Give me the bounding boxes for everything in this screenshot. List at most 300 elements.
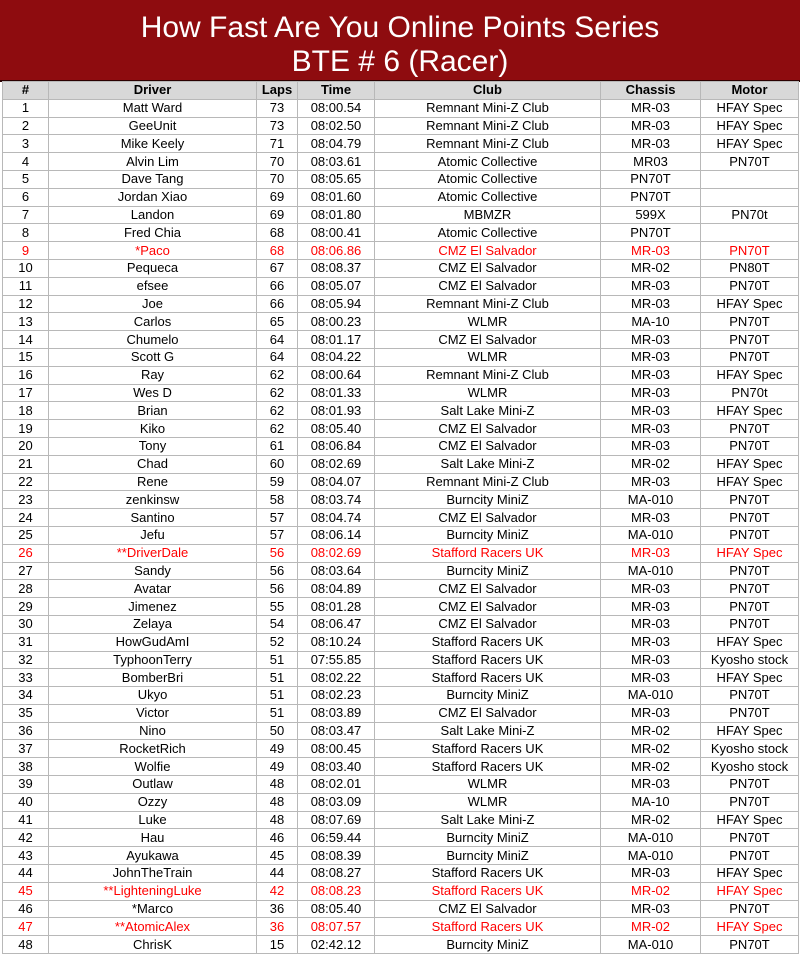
cell-motor: PN70T: [701, 598, 799, 616]
cell-laps: 64: [257, 348, 298, 366]
cell-pos: 6: [3, 188, 49, 206]
cell-driver: Fred Chia: [49, 224, 257, 242]
cell-motor: PN70T: [701, 526, 799, 544]
cell-driver: Tony: [49, 437, 257, 455]
cell-time: 08:06.84: [298, 437, 375, 455]
cell-laps: 62: [257, 420, 298, 438]
cell-motor: PN70T: [701, 793, 799, 811]
cell-motor: HFAY Spec: [701, 811, 799, 829]
cell-motor: HFAY Spec: [701, 402, 799, 420]
cell-pos: 20: [3, 437, 49, 455]
table-row: [3, 242, 799, 260]
cell-time: 08:01.60: [298, 188, 375, 206]
table-row: [3, 473, 799, 491]
cell-laps: 52: [257, 633, 298, 651]
cell-pos: 8: [3, 224, 49, 242]
cell-pos: 2: [3, 117, 49, 135]
header-row: [3, 82, 799, 100]
cell-chassis: MR-03: [601, 99, 701, 117]
cell-laps: 48: [257, 776, 298, 794]
cell-chassis: MR-03: [601, 242, 701, 260]
cell-time: 08:06.14: [298, 526, 375, 544]
cell-club: Burncity MiniZ: [375, 829, 601, 847]
cell-pos: 35: [3, 704, 49, 722]
cell-pos: 27: [3, 562, 49, 580]
table-row: [3, 829, 799, 847]
cell-pos: 11: [3, 277, 49, 295]
table-row: [3, 900, 799, 918]
cell-club: CMZ El Salvador: [375, 331, 601, 349]
cell-time: 08:05.40: [298, 420, 375, 438]
cell-driver: Nino: [49, 722, 257, 740]
cell-chassis: MR-03: [601, 420, 701, 438]
cell-pos: 21: [3, 455, 49, 473]
cell-chassis: PN70T: [601, 188, 701, 206]
cell-driver: HowGudAmI: [49, 633, 257, 651]
cell-laps: 65: [257, 313, 298, 331]
cell-laps: 62: [257, 402, 298, 420]
table-row: [3, 651, 799, 669]
cell-driver: Landon: [49, 206, 257, 224]
table-row: [3, 544, 799, 562]
cell-club: Stafford Racers UK: [375, 740, 601, 758]
cell-club: CMZ El Salvador: [375, 615, 601, 633]
cell-pos: 16: [3, 366, 49, 384]
cell-time: 08:00.54: [298, 99, 375, 117]
cell-driver: Santino: [49, 509, 257, 527]
cell-motor: PN70T: [701, 580, 799, 598]
cell-chassis: MR-03: [601, 509, 701, 527]
table-row: [3, 420, 799, 438]
cell-driver: Scott G: [49, 348, 257, 366]
cell-time: 08:02.23: [298, 687, 375, 705]
cell-pos: 46: [3, 900, 49, 918]
cell-motor: PN70T: [701, 277, 799, 295]
cell-driver: Wes D: [49, 384, 257, 402]
cell-club: Remnant Mini-Z Club: [375, 99, 601, 117]
cell-pos: 22: [3, 473, 49, 491]
cell-motor: HFAY Spec: [701, 366, 799, 384]
cell-chassis: PN70T: [601, 224, 701, 242]
results-body: [3, 99, 799, 953]
table-row: [3, 135, 799, 153]
cell-club: CMZ El Salvador: [375, 580, 601, 598]
cell-club: WLMR: [375, 348, 601, 366]
cell-driver: Jordan Xiao: [49, 188, 257, 206]
cell-pos: 7: [3, 206, 49, 224]
cell-pos: 44: [3, 865, 49, 883]
cell-laps: 36: [257, 918, 298, 936]
table-row: [3, 170, 799, 188]
cell-time: 08:05.94: [298, 295, 375, 313]
cell-motor: HFAY Spec: [701, 918, 799, 936]
cell-driver: *Paco: [49, 242, 257, 260]
cell-club: CMZ El Salvador: [375, 437, 601, 455]
cell-laps: 66: [257, 295, 298, 313]
cell-time: 08:08.37: [298, 259, 375, 277]
cell-laps: 46: [257, 829, 298, 847]
cell-club: Stafford Racers UK: [375, 918, 601, 936]
table-row: [3, 259, 799, 277]
table-row: [3, 366, 799, 384]
cell-time: 08:06.86: [298, 242, 375, 260]
cell-club: Stafford Racers UK: [375, 882, 601, 900]
cell-pos: 39: [3, 776, 49, 794]
cell-pos: 24: [3, 509, 49, 527]
cell-motor: PN70T: [701, 313, 799, 331]
cell-pos: 19: [3, 420, 49, 438]
table-row: [3, 99, 799, 117]
cell-laps: 62: [257, 384, 298, 402]
cell-pos: 48: [3, 936, 49, 954]
cell-driver: efsee: [49, 277, 257, 295]
cell-chassis: MR-02: [601, 758, 701, 776]
cell-laps: 66: [257, 277, 298, 295]
cell-pos: 42: [3, 829, 49, 847]
table-row: [3, 687, 799, 705]
cell-club: Remnant Mini-Z Club: [375, 295, 601, 313]
cell-motor: PN70T: [701, 437, 799, 455]
cell-motor: PN70T: [701, 562, 799, 580]
cell-laps: 57: [257, 526, 298, 544]
cell-motor: PN70t: [701, 206, 799, 224]
cell-club: WLMR: [375, 793, 601, 811]
table-row: [3, 580, 799, 598]
cell-pos: 18: [3, 402, 49, 420]
table-row: [3, 793, 799, 811]
cell-pos: 28: [3, 580, 49, 598]
cell-club: Remnant Mini-Z Club: [375, 366, 601, 384]
cell-time: 08:02.69: [298, 455, 375, 473]
cell-club: WLMR: [375, 776, 601, 794]
cell-club: Stafford Racers UK: [375, 669, 601, 687]
cell-pos: 37: [3, 740, 49, 758]
cell-motor: PN70T: [701, 704, 799, 722]
cell-driver: Ayukawa: [49, 847, 257, 865]
cell-laps: 62: [257, 366, 298, 384]
cell-club: Salt Lake Mini-Z: [375, 402, 601, 420]
table-row: [3, 740, 799, 758]
cell-time: 08:05.07: [298, 277, 375, 295]
table-row: [3, 865, 799, 883]
cell-laps: 36: [257, 900, 298, 918]
cell-time: 08:04.22: [298, 348, 375, 366]
cell-time: 08:02.22: [298, 669, 375, 687]
cell-motor: PN70T: [701, 687, 799, 705]
cell-time: 08:07.69: [298, 811, 375, 829]
col-header-driver: Driver: [49, 82, 257, 100]
cell-pos: 26: [3, 544, 49, 562]
cell-pos: 33: [3, 669, 49, 687]
cell-laps: 48: [257, 811, 298, 829]
cell-driver: Jimenez: [49, 598, 257, 616]
cell-driver: Dave Tang: [49, 170, 257, 188]
cell-motor: PN70T: [701, 348, 799, 366]
cell-motor: [701, 188, 799, 206]
cell-laps: 70: [257, 170, 298, 188]
cell-time: 08:00.41: [298, 224, 375, 242]
table-row: [3, 384, 799, 402]
table-row: [3, 882, 799, 900]
cell-pos: 4: [3, 153, 49, 171]
page-subtitle: BTE # 6 (Racer): [291, 45, 509, 78]
cell-pos: 12: [3, 295, 49, 313]
cell-chassis: MR-03: [601, 633, 701, 651]
cell-time: 02:42.12: [298, 936, 375, 954]
cell-chassis: MR-03: [601, 135, 701, 153]
cell-time: 07:55.85: [298, 651, 375, 669]
cell-pos: 1: [3, 99, 49, 117]
cell-club: Stafford Racers UK: [375, 651, 601, 669]
cell-laps: 45: [257, 847, 298, 865]
cell-club: Burncity MiniZ: [375, 936, 601, 954]
table-row: [3, 437, 799, 455]
cell-pos: 13: [3, 313, 49, 331]
cell-motor: PN70T: [701, 776, 799, 794]
cell-club: Remnant Mini-Z Club: [375, 135, 601, 153]
table-row: [3, 509, 799, 527]
cell-motor: PN70T: [701, 936, 799, 954]
cell-club: WLMR: [375, 384, 601, 402]
cell-driver: Chumelo: [49, 331, 257, 349]
cell-club: CMZ El Salvador: [375, 509, 601, 527]
cell-chassis: MR-02: [601, 740, 701, 758]
cell-club: CMZ El Salvador: [375, 259, 601, 277]
table-row: [3, 224, 799, 242]
table-row: [3, 188, 799, 206]
cell-driver: Sandy: [49, 562, 257, 580]
cell-motor: PN70T: [701, 829, 799, 847]
cell-chassis: MR-03: [601, 900, 701, 918]
page-title: How Fast Are You Online Points Series: [140, 11, 660, 44]
cell-time: 08:00.23: [298, 313, 375, 331]
cell-laps: 56: [257, 544, 298, 562]
cell-driver: Avatar: [49, 580, 257, 598]
cell-laps: 51: [257, 687, 298, 705]
cell-laps: 67: [257, 259, 298, 277]
cell-motor: Kyosho stock: [701, 651, 799, 669]
cell-club: Burncity MiniZ: [375, 491, 601, 509]
cell-time: 08:10.24: [298, 633, 375, 651]
cell-chassis: MA-010: [601, 491, 701, 509]
cell-laps: 15: [257, 936, 298, 954]
cell-laps: 56: [257, 580, 298, 598]
cell-laps: 64: [257, 331, 298, 349]
cell-laps: 69: [257, 188, 298, 206]
cell-club: Stafford Racers UK: [375, 758, 601, 776]
cell-chassis: MR-03: [601, 651, 701, 669]
cell-pos: 17: [3, 384, 49, 402]
cell-driver: Pequeca: [49, 259, 257, 277]
cell-driver: Zelaya: [49, 615, 257, 633]
col-header-pos: #: [3, 82, 49, 100]
table-row: [3, 758, 799, 776]
cell-driver: Brian: [49, 402, 257, 420]
cell-motor: HFAY Spec: [701, 544, 799, 562]
cell-club: WLMR: [375, 313, 601, 331]
cell-motor: PN70T: [701, 491, 799, 509]
table-row: [3, 295, 799, 313]
cell-chassis: MR-02: [601, 882, 701, 900]
cell-club: Remnant Mini-Z Club: [375, 117, 601, 135]
cell-motor: HFAY Spec: [701, 633, 799, 651]
cell-club: Remnant Mini-Z Club: [375, 473, 601, 491]
cell-chassis: MR-03: [601, 598, 701, 616]
cell-driver: JohnTheTrain: [49, 865, 257, 883]
cell-club: Salt Lake Mini-Z: [375, 811, 601, 829]
cell-club: CMZ El Salvador: [375, 900, 601, 918]
cell-motor: HFAY Spec: [701, 99, 799, 117]
cell-laps: 51: [257, 704, 298, 722]
cell-laps: 73: [257, 117, 298, 135]
table-row: [3, 526, 799, 544]
cell-driver: Alvin Lim: [49, 153, 257, 171]
cell-club: Stafford Racers UK: [375, 865, 601, 883]
cell-motor: HFAY Spec: [701, 473, 799, 491]
cell-motor: HFAY Spec: [701, 865, 799, 883]
table-row: [3, 117, 799, 135]
cell-laps: 61: [257, 437, 298, 455]
cell-motor: HFAY Spec: [701, 669, 799, 687]
cell-driver: Kiko: [49, 420, 257, 438]
table-row: [3, 491, 799, 509]
cell-pos: 34: [3, 687, 49, 705]
cell-chassis: MR-02: [601, 455, 701, 473]
cell-pos: 23: [3, 491, 49, 509]
cell-time: 08:00.45: [298, 740, 375, 758]
table-row: [3, 936, 799, 954]
table-row: [3, 598, 799, 616]
cell-time: 08:03.64: [298, 562, 375, 580]
cell-chassis: MR-02: [601, 259, 701, 277]
table-row: [3, 277, 799, 295]
cell-club: Burncity MiniZ: [375, 687, 601, 705]
cell-motor: HFAY Spec: [701, 882, 799, 900]
cell-chassis: MA-010: [601, 526, 701, 544]
cell-pos: 36: [3, 722, 49, 740]
cell-motor: Kyosho stock: [701, 758, 799, 776]
cell-laps: 49: [257, 740, 298, 758]
cell-time: 08:04.74: [298, 509, 375, 527]
cell-club: Stafford Racers UK: [375, 544, 601, 562]
cell-pos: 15: [3, 348, 49, 366]
cell-pos: 5: [3, 170, 49, 188]
cell-time: 06:59.44: [298, 829, 375, 847]
cell-laps: 71: [257, 135, 298, 153]
cell-club: Atomic Collective: [375, 153, 601, 171]
cell-driver: GeeUnit: [49, 117, 257, 135]
cell-pos: 9: [3, 242, 49, 260]
cell-driver: Ozzy: [49, 793, 257, 811]
cell-club: Salt Lake Mini-Z: [375, 722, 601, 740]
table-row: [3, 918, 799, 936]
cell-driver: Wolfie: [49, 758, 257, 776]
table-row: [3, 776, 799, 794]
cell-laps: 48: [257, 793, 298, 811]
cell-driver: Mike Keely: [49, 135, 257, 153]
cell-pos: 31: [3, 633, 49, 651]
cell-time: 08:05.40: [298, 900, 375, 918]
cell-chassis: MA-10: [601, 793, 701, 811]
table-row: [3, 153, 799, 171]
col-header-chassis: Chassis: [601, 82, 701, 100]
cell-motor: Kyosho stock: [701, 740, 799, 758]
cell-chassis: MR-03: [601, 366, 701, 384]
table-row: [3, 811, 799, 829]
table-row: [3, 455, 799, 473]
cell-motor: HFAY Spec: [701, 135, 799, 153]
table-row: [3, 615, 799, 633]
cell-motor: PN70T: [701, 615, 799, 633]
table-row: [3, 722, 799, 740]
cell-pos: 14: [3, 331, 49, 349]
cell-time: 08:03.89: [298, 704, 375, 722]
cell-driver: RocketRich: [49, 740, 257, 758]
cell-pos: 43: [3, 847, 49, 865]
col-header-laps: Laps: [257, 82, 298, 100]
cell-laps: 68: [257, 224, 298, 242]
cell-driver: BomberBri: [49, 669, 257, 687]
cell-chassis: PN70T: [601, 170, 701, 188]
cell-club: MBMZR: [375, 206, 601, 224]
cell-driver: Carlos: [49, 313, 257, 331]
cell-time: 08:01.93: [298, 402, 375, 420]
cell-pos: 38: [3, 758, 49, 776]
cell-driver: Rene: [49, 473, 257, 491]
cell-driver: *Marco: [49, 900, 257, 918]
cell-chassis: MR-03: [601, 865, 701, 883]
cell-pos: 32: [3, 651, 49, 669]
cell-time: 08:08.23: [298, 882, 375, 900]
cell-time: 08:01.80: [298, 206, 375, 224]
cell-chassis: MA-010: [601, 687, 701, 705]
cell-laps: 49: [257, 758, 298, 776]
cell-club: Atomic Collective: [375, 170, 601, 188]
cell-time: 08:03.47: [298, 722, 375, 740]
cell-driver: Jefu: [49, 526, 257, 544]
cell-chassis: MR-03: [601, 348, 701, 366]
table-row: [3, 206, 799, 224]
cell-driver: Chad: [49, 455, 257, 473]
cell-driver: zenkinsw: [49, 491, 257, 509]
cell-chassis: MR-03: [601, 669, 701, 687]
cell-motor: HFAY Spec: [701, 722, 799, 740]
cell-time: 08:08.27: [298, 865, 375, 883]
cell-laps: 44: [257, 865, 298, 883]
table-row: [3, 847, 799, 865]
cell-laps: 70: [257, 153, 298, 171]
cell-chassis: MR-03: [601, 295, 701, 313]
table-row: [3, 633, 799, 651]
cell-laps: 73: [257, 99, 298, 117]
cell-club: CMZ El Salvador: [375, 598, 601, 616]
cell-chassis: MR-03: [601, 580, 701, 598]
cell-driver: Matt Ward: [49, 99, 257, 117]
results-table: [2, 81, 799, 954]
table-row: [3, 331, 799, 349]
cell-laps: 51: [257, 669, 298, 687]
cell-driver: Victor: [49, 704, 257, 722]
cell-chassis: MR03: [601, 153, 701, 171]
cell-motor: PN70T: [701, 331, 799, 349]
cell-driver: Outlaw: [49, 776, 257, 794]
cell-time: 08:00.64: [298, 366, 375, 384]
cell-driver: Hau: [49, 829, 257, 847]
cell-pos: 29: [3, 598, 49, 616]
cell-club: Atomic Collective: [375, 224, 601, 242]
cell-time: 08:01.28: [298, 598, 375, 616]
cell-laps: 50: [257, 722, 298, 740]
